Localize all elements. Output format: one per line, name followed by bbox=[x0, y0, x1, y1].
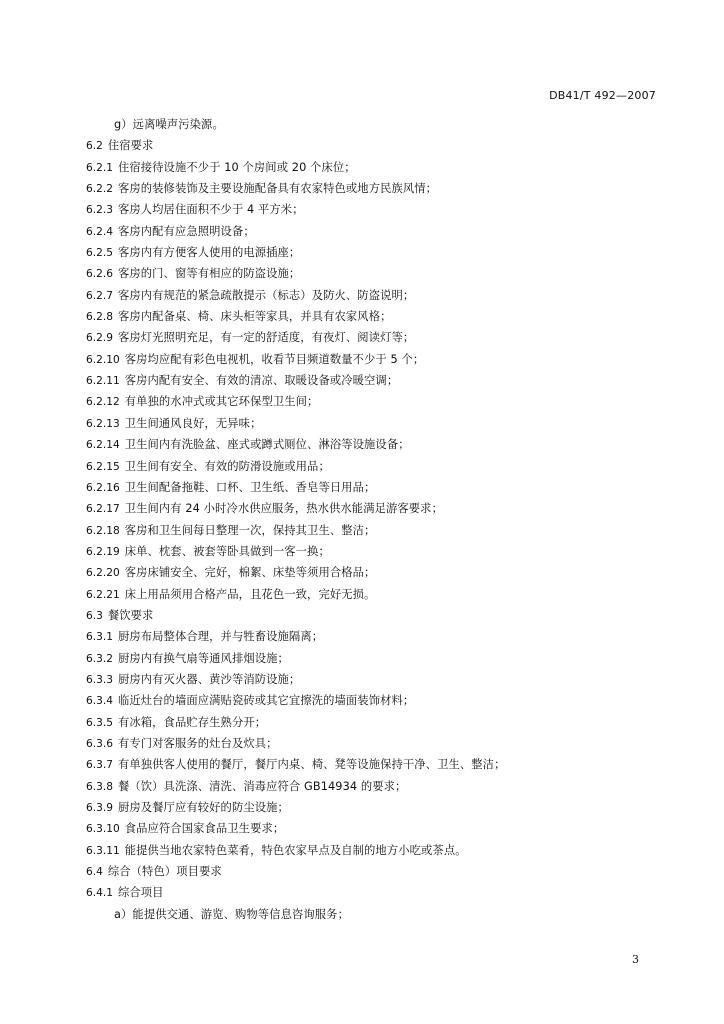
clause-text: 客房内配有安全、有效的清凉、取暖设备或冷暖空调； bbox=[124, 374, 399, 388]
clause-text: 客房的门、窗等有相应的防盗设施； bbox=[117, 267, 301, 281]
clause-number: 6.3.4 bbox=[86, 695, 113, 708]
clause-number: 6.2.12 bbox=[86, 396, 120, 409]
clause-text: 卫生间内有 24 小时冷水供应服务，热水供水能满足游客要求； bbox=[124, 502, 443, 516]
clause-text: 住宿接待设施不少于 10 个房间或 20 个床位； bbox=[117, 160, 356, 174]
clause-number: 6.2.19 bbox=[86, 545, 120, 558]
clause-text: 客房和卫生间每日整理一次，保持其卫生、整洁； bbox=[124, 523, 376, 537]
clause-number: 6.2.21 bbox=[86, 588, 120, 601]
clause-line bbox=[86, 799, 666, 820]
clause-number: 6.2.5 bbox=[86, 247, 113, 260]
clause-text: 综合（特色）项目要求 bbox=[107, 865, 222, 879]
clause-number: 6.2.8 bbox=[86, 311, 113, 324]
clause-number: 6.2.6 bbox=[86, 268, 113, 281]
clause-number: 6.2.16 bbox=[86, 481, 120, 494]
document-body bbox=[86, 116, 666, 927]
clause-text: 客房内配有应急照明设备； bbox=[117, 224, 255, 238]
clause-number: 6.2.14 bbox=[86, 439, 120, 452]
clause-line bbox=[86, 137, 666, 158]
clause-number: 6.3.8 bbox=[86, 780, 113, 793]
clause-line bbox=[86, 820, 666, 841]
clause-line bbox=[86, 201, 666, 222]
clause-text: 卫生间通风良好，无异味； bbox=[124, 416, 262, 430]
clause-line bbox=[86, 735, 666, 756]
clause-line bbox=[86, 500, 666, 521]
clause-line bbox=[86, 308, 666, 329]
clause-number: 6.2.13 bbox=[86, 417, 120, 430]
clause-line bbox=[86, 223, 666, 244]
clause-number: 6.2 bbox=[86, 140, 103, 153]
document-code: DB41/T 492—2007 bbox=[549, 89, 656, 102]
clause-number: 6.2.7 bbox=[86, 289, 113, 302]
clause-text: 客房的装修装饰及主要设施配备具有农家特色或地方民族风情； bbox=[117, 182, 438, 196]
clause-number: 6.3.1 bbox=[86, 631, 113, 644]
clause-line bbox=[86, 372, 666, 393]
clause-line bbox=[86, 159, 666, 180]
clause-line bbox=[86, 842, 666, 863]
clause-number: 6.3 bbox=[86, 609, 103, 622]
clause-number: 6.3.10 bbox=[86, 823, 120, 836]
clause-number: 6.3.3 bbox=[86, 673, 113, 686]
clause-number: 6.2.9 bbox=[86, 332, 113, 345]
clause-line bbox=[86, 351, 666, 372]
clause-text: 客房内有方便客人使用的电源插座； bbox=[117, 246, 301, 260]
clause-line bbox=[86, 906, 666, 927]
clause-line bbox=[86, 287, 666, 308]
clause-number: 6.3.9 bbox=[86, 802, 113, 814]
clause-line bbox=[86, 586, 666, 607]
clause-line bbox=[86, 543, 666, 564]
clause-line bbox=[86, 265, 666, 286]
clause-text: 有单独供客人使用的餐厅，餐厅内桌、椅、凳等设施保持干净、卫生、整洁； bbox=[117, 758, 506, 772]
clause-text: 有单独的水冲式或其它环保型卫生间； bbox=[124, 395, 319, 409]
clause-text: 有冰箱，食品贮存生熟分开； bbox=[117, 715, 267, 729]
clause-text: 厨房及餐厅应有较好的防尘设施； bbox=[117, 801, 289, 814]
clause-line bbox=[86, 628, 666, 649]
clause-text: 客房人均居住面积不少于 4 平方米； bbox=[117, 203, 304, 217]
clause-number: 6.3.2 bbox=[86, 652, 113, 665]
clause-line bbox=[86, 607, 666, 628]
page-number: 3 bbox=[632, 953, 639, 966]
clause-line bbox=[86, 458, 666, 479]
clause-line bbox=[86, 244, 666, 265]
clause-text: 客房床铺安全、完好，棉絮、床垫等须用合格品； bbox=[124, 566, 376, 580]
clause-text: 食品应符合国家食品卫生要求； bbox=[124, 822, 285, 836]
clause-line bbox=[86, 393, 666, 414]
clause-text: 厨房内有灭火器、黄沙等消防设施； bbox=[117, 672, 301, 686]
clause-number: 6.4.1 bbox=[86, 887, 113, 900]
clause-line bbox=[86, 671, 666, 692]
clause-line bbox=[86, 692, 666, 713]
clause-number: 6.2.15 bbox=[86, 460, 120, 473]
clause-text: 床上用品须用合格产品，且花色一致，完好无损。 bbox=[124, 587, 376, 601]
clause-text: 厨房内有换气扇等通风排烟设施； bbox=[117, 651, 289, 665]
clause-text: 厨房布局整体合理，并与牲畜设施隔离； bbox=[117, 630, 324, 644]
clause-line bbox=[86, 436, 666, 457]
clause-number: 6.2.2 bbox=[86, 183, 113, 196]
clause-text: 餐饮要求 bbox=[107, 608, 154, 622]
clause-number: 6.4 bbox=[86, 866, 103, 879]
clause-text: 客房均应配有彩色电视机，收看节目频道数量不少于 5 个； bbox=[124, 352, 425, 366]
clause-line bbox=[86, 756, 666, 777]
clause-text: g）远离噪声污染源。 bbox=[114, 118, 224, 131]
clause-line bbox=[86, 116, 666, 137]
clause-text: 卫生间配备拖鞋、口杯、卫生纸、香皂等日用品； bbox=[124, 480, 376, 494]
clause-number: 6.3.11 bbox=[86, 844, 120, 857]
clause-number: 6.2.20 bbox=[86, 567, 120, 580]
clause-text: 客房内有规范的紧急疏散提示（标志）及防火、防盗说明； bbox=[117, 288, 415, 302]
clause-number: 6.2.1 bbox=[86, 161, 113, 174]
clause-text: a）能提供交通、游览、购物等信息咨询服务； bbox=[114, 907, 349, 921]
clause-number: 6.3.5 bbox=[86, 716, 113, 729]
clause-line bbox=[86, 863, 666, 884]
clause-text: 卫生间内有洗脸盆、座式或蹲式厕位、淋浴等设施设备； bbox=[124, 438, 410, 452]
clause-number: 6.2.17 bbox=[86, 503, 120, 516]
clause-text: 临近灶台的墙面应满贴瓷砖或其它宜擦洗的墙面装饰材料； bbox=[117, 694, 415, 708]
clause-text: 床单、枕套、被套等卧具做到一客一换； bbox=[124, 544, 330, 558]
clause-text: 住宿要求 bbox=[107, 139, 154, 153]
clause-number: 6.2.18 bbox=[86, 524, 120, 537]
clause-text: 客房灯光照明充足，有一定的舒适度，有夜灯、阅读灯等； bbox=[117, 331, 415, 345]
clause-line bbox=[86, 650, 666, 671]
clause-number: 6.2.11 bbox=[86, 375, 120, 388]
clause-text: 卫生间有安全、有效的防滑设施或用品； bbox=[124, 459, 330, 473]
clause-line bbox=[86, 522, 666, 543]
clause-line bbox=[86, 884, 666, 905]
clause-text: 能提供当地农家特色菜肴，特色农家早点及自制的地方小吃或茶点。 bbox=[124, 843, 467, 857]
clause-line bbox=[86, 329, 666, 350]
clause-text: 餐（饮）具洗涤、清洗、消毒应符合 GB14934 的要求； bbox=[117, 779, 407, 793]
clause-number: 6.3.6 bbox=[86, 737, 113, 750]
clause-line bbox=[86, 778, 666, 799]
clause-line bbox=[86, 479, 666, 500]
clause-text: 有专门对客服务的灶台及炊具； bbox=[117, 736, 278, 750]
clause-number: 6.3.7 bbox=[86, 759, 113, 772]
clause-line bbox=[86, 415, 666, 436]
clause-number: 6.2.3 bbox=[86, 204, 113, 217]
clause-line bbox=[86, 564, 666, 585]
clause-text: 综合项目 bbox=[117, 886, 164, 900]
clause-number: 6.2.4 bbox=[86, 225, 113, 238]
clause-line bbox=[86, 180, 666, 201]
clause-number: 6.2.10 bbox=[86, 353, 120, 366]
clause-text: 客房内配备桌、椅、床头柜等家具，并具有农家风格； bbox=[117, 310, 392, 324]
clause-line bbox=[86, 714, 666, 735]
